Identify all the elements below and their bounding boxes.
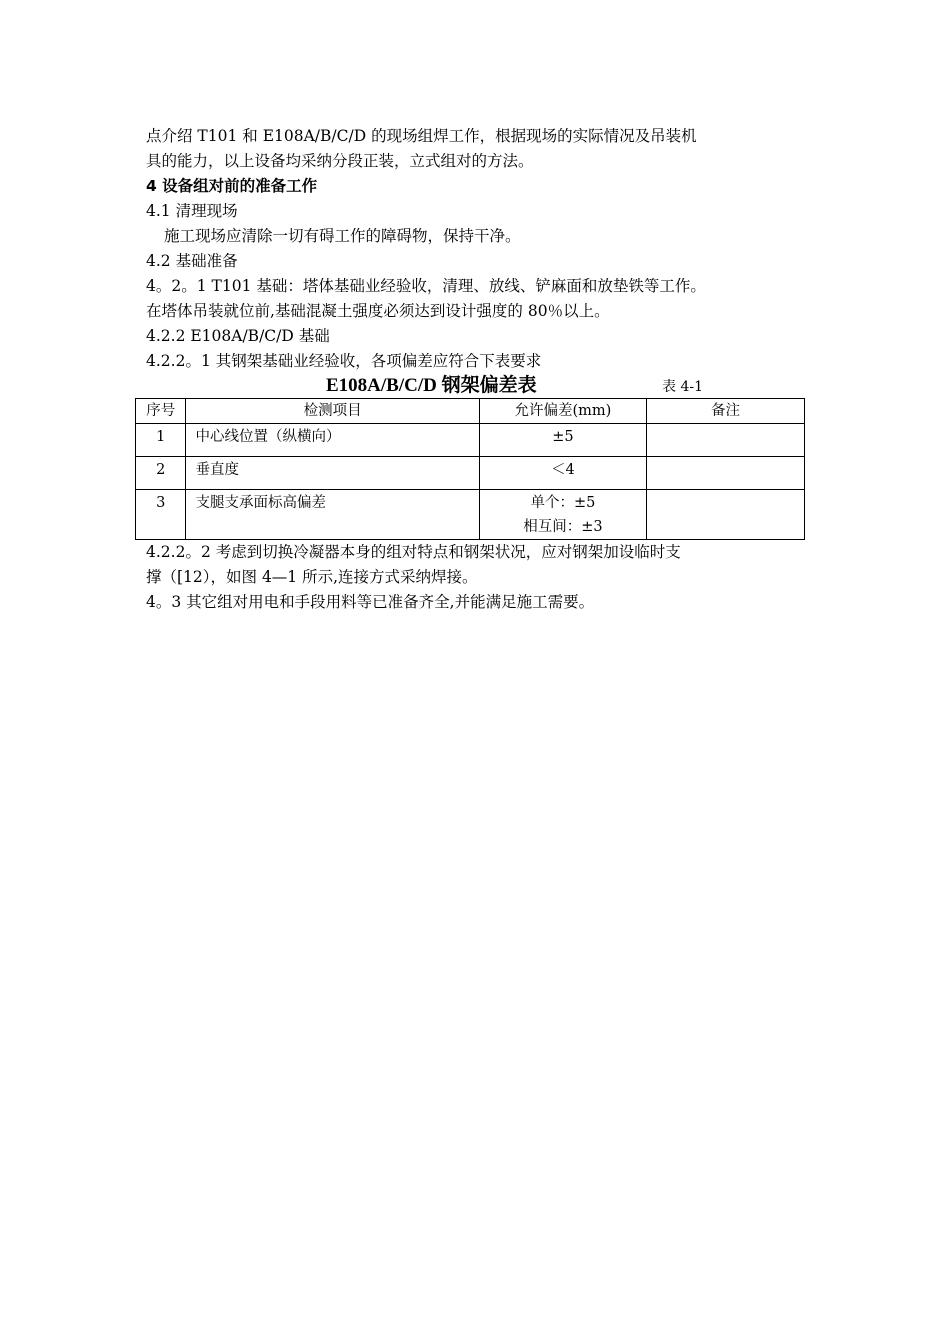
cell-serial-no: 1 <box>136 424 186 457</box>
table-row <box>136 457 805 490</box>
table-caption <box>146 374 826 398</box>
header-inspection-item: 检测项目 <box>186 399 479 424</box>
tolerance-value: ＜4 <box>551 462 575 478</box>
cell-inspection-item: 中心线位置（纵横向） <box>186 424 479 457</box>
paragraph-intro-line2: 具的能力，以上设备均采纳分段正装，立式组对的方法。 <box>146 152 534 170</box>
table-number: 表 4-1 <box>662 379 703 395</box>
paragraph-intro-line1: 点介绍 T101 和 E108A/B/C/D 的现场组焊工作，根据现场的实际情况及吊装机 <box>146 127 697 145</box>
section-heading-4-2: 4.2 基础准备 <box>146 252 238 270</box>
cell-tolerance <box>479 424 646 457</box>
paragraph-4-2-1-line1: 4。2。1 T101 基础：塔体基础业经验收，清理、放线、铲麻面和放垫铁等工作。 <box>146 277 706 295</box>
cell-serial-no: 3 <box>136 490 186 540</box>
document-page <box>146 124 826 615</box>
cell-remarks <box>647 490 805 540</box>
table-title: E108A/B/C/D 钢架偏差表 <box>326 375 537 396</box>
cell-inspection-item: 支腿支承面标高偏差 <box>186 490 479 540</box>
tolerance-value-single: 单个：±5 <box>530 495 596 511</box>
table-row <box>136 424 805 457</box>
cell-inspection-item: 垂直度 <box>186 457 479 490</box>
section-heading-4: 4 设备组对前的准备工作 <box>146 177 318 195</box>
section-heading-4-2-2: 4.2.2 E108A/B/C/D 基础 <box>146 327 330 345</box>
paragraph-4-2-2-2-line1: 4.2.2。2 考虑到切换冷凝器本身的组对特点和钢架状况，应对钢架加设临时支 <box>146 543 681 561</box>
tolerance-value: ±5 <box>552 429 574 445</box>
paragraph-4-3: 4。3 其它组对用电和手段用料等已准备齐全,并能满足施工需要。 <box>146 593 595 611</box>
table-header-row <box>136 399 805 424</box>
header-serial-no: 序号 <box>136 399 186 424</box>
header-tolerance: 允许偏差(mm) <box>479 399 646 424</box>
header-remarks: 备注 <box>647 399 805 424</box>
table-row <box>136 490 805 540</box>
cell-remarks <box>647 457 805 490</box>
paragraph-4-2-2-1: 4.2.2。1 其钢架基础业经验收，各项偏差应符合下表要求 <box>146 352 542 370</box>
section-heading-4-1: 4.1 清理现场 <box>146 202 238 220</box>
paragraph-4-1: 施工现场应清除一切有碍工作的障碍物，保持干净。 <box>164 227 521 245</box>
cell-tolerance <box>479 457 646 490</box>
tolerance-value-mutual: 相互间：±3 <box>523 519 603 535</box>
paragraph-4-2-1-line2: 在塔体吊装就位前,基础混凝土强度必须达到设计强度的 80％以上。 <box>146 302 610 320</box>
tolerance-table <box>135 398 805 540</box>
paragraph-4-2-2-2-line2: 撑（[12），如图 4—1 所示,连接方式采纳焊接。 <box>146 568 478 586</box>
cell-remarks <box>647 424 805 457</box>
cell-tolerance <box>479 490 646 540</box>
cell-serial-no: 2 <box>136 457 186 490</box>
